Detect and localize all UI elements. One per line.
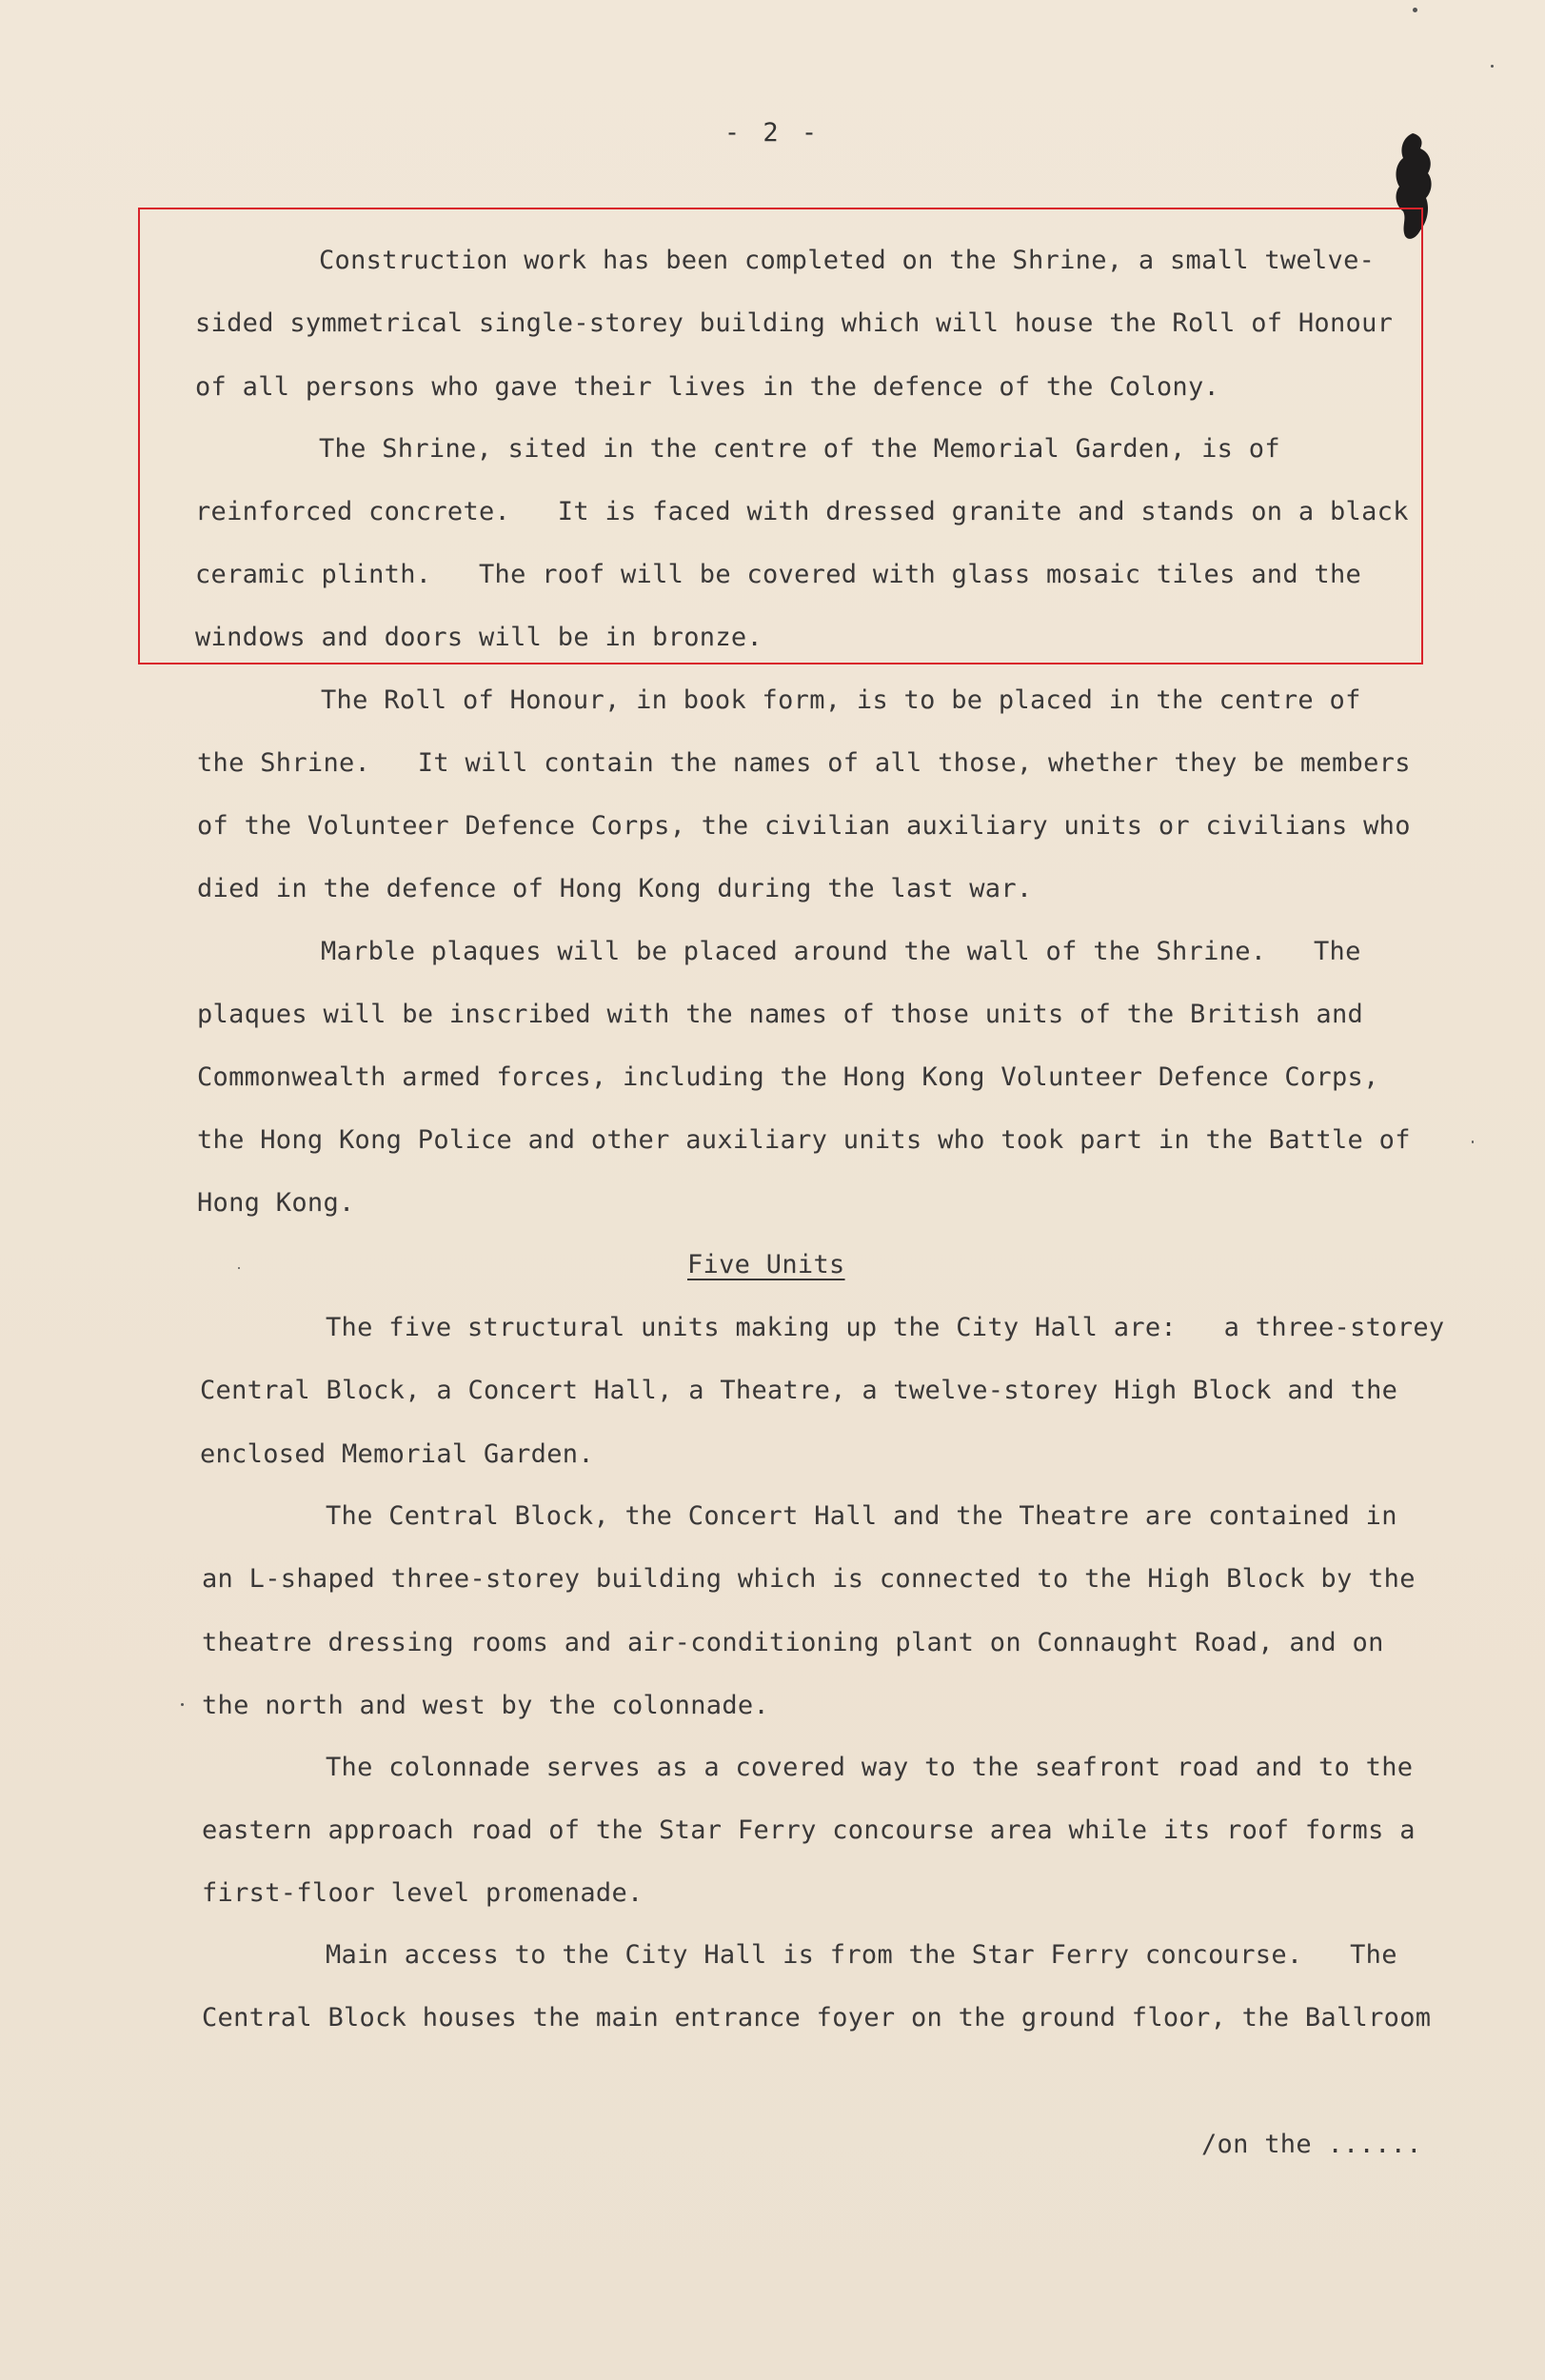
text-line: The Central Block, the Concert Hall and the Theatre are contained in (326, 1501, 1397, 1531)
text-line: the north and west by the colonnade. (202, 1691, 769, 1720)
text-line: the Hong Kong Police and other auxiliary units who took part in the Battle of (197, 1125, 1411, 1155)
text-line: The five structural units making up the City Hall are: a three-storey (326, 1313, 1445, 1342)
text-line: the Shrine. It will contain the names of all those, whether they be members (197, 748, 1411, 778)
text-line: of the Volunteer Defence Corps, the civilian auxiliary units or civilians who (197, 811, 1411, 841)
text-line: ceramic plinth. The roof will be covered with glass mosaic tiles and the (195, 560, 1362, 589)
page-number: - 2 - (723, 118, 822, 148)
text-line: plaques will be inscribed with the names of those units of the British and (197, 1000, 1364, 1029)
text-line: of all persons who gave their lives in the defence of the Colony. (195, 372, 1220, 402)
paper-speck (1491, 65, 1494, 68)
paper-speck (238, 1267, 240, 1269)
paper-speck (181, 1703, 184, 1706)
text-line: reinforced concrete. It is faced with dressed granite and stands on a black (195, 497, 1409, 526)
text-line: first-floor level promenade. (202, 1878, 644, 1908)
text-line: The Roll of Honour, in book form, is to be placed in the centre of (321, 685, 1361, 715)
text-line: windows and doors will be in bronze. (195, 623, 763, 652)
text-line: Main access to the City Hall is from the Star Ferry concourse. The (326, 1940, 1397, 1970)
paper-speck (1472, 1140, 1474, 1143)
text-line: sided symmetrical single-storey building which will house the Roll of Honour (195, 308, 1394, 338)
text-line: Central Block houses the main entrance foyer on the ground floor, the Ballroom (202, 2003, 1432, 2033)
text-line: Construction work has been completed on the Shrine, a small twelve- (319, 246, 1376, 275)
continuation-mark: /on the ...... (1201, 2130, 1422, 2159)
text-line: Central Block, a Concert Hall, a Theatre, a twelve-storey High Block and the (200, 1376, 1398, 1405)
section-heading: Five Units (687, 1250, 845, 1279)
text-line: The Shrine, sited in the centre of the Memorial Garden, is of (319, 434, 1280, 464)
paper-speck (1413, 8, 1417, 12)
text-line: eastern approach road of the Star Ferry concourse area while its roof forms a (202, 1815, 1416, 1845)
text-line: died in the defence of Hong Kong during the last war. (197, 874, 1033, 903)
text-line: The colonnade serves as a covered way to the seafront road and to the (326, 1753, 1414, 1782)
text-line: Commonwealth armed forces, including the Hong Kong Volunteer Defence Corps, (197, 1062, 1379, 1092)
text-line: theatre dressing rooms and air-conditioning plant on Connaught Road, and on (202, 1628, 1384, 1657)
text-line: an L-shaped three-storey building which is connected to the High Block by the (202, 1564, 1416, 1594)
text-line: Marble plaques will be placed around the wall of the Shrine. The (321, 937, 1361, 966)
text-line: enclosed Memorial Garden. (200, 1439, 594, 1469)
text-line: Hong Kong. (197, 1188, 355, 1218)
